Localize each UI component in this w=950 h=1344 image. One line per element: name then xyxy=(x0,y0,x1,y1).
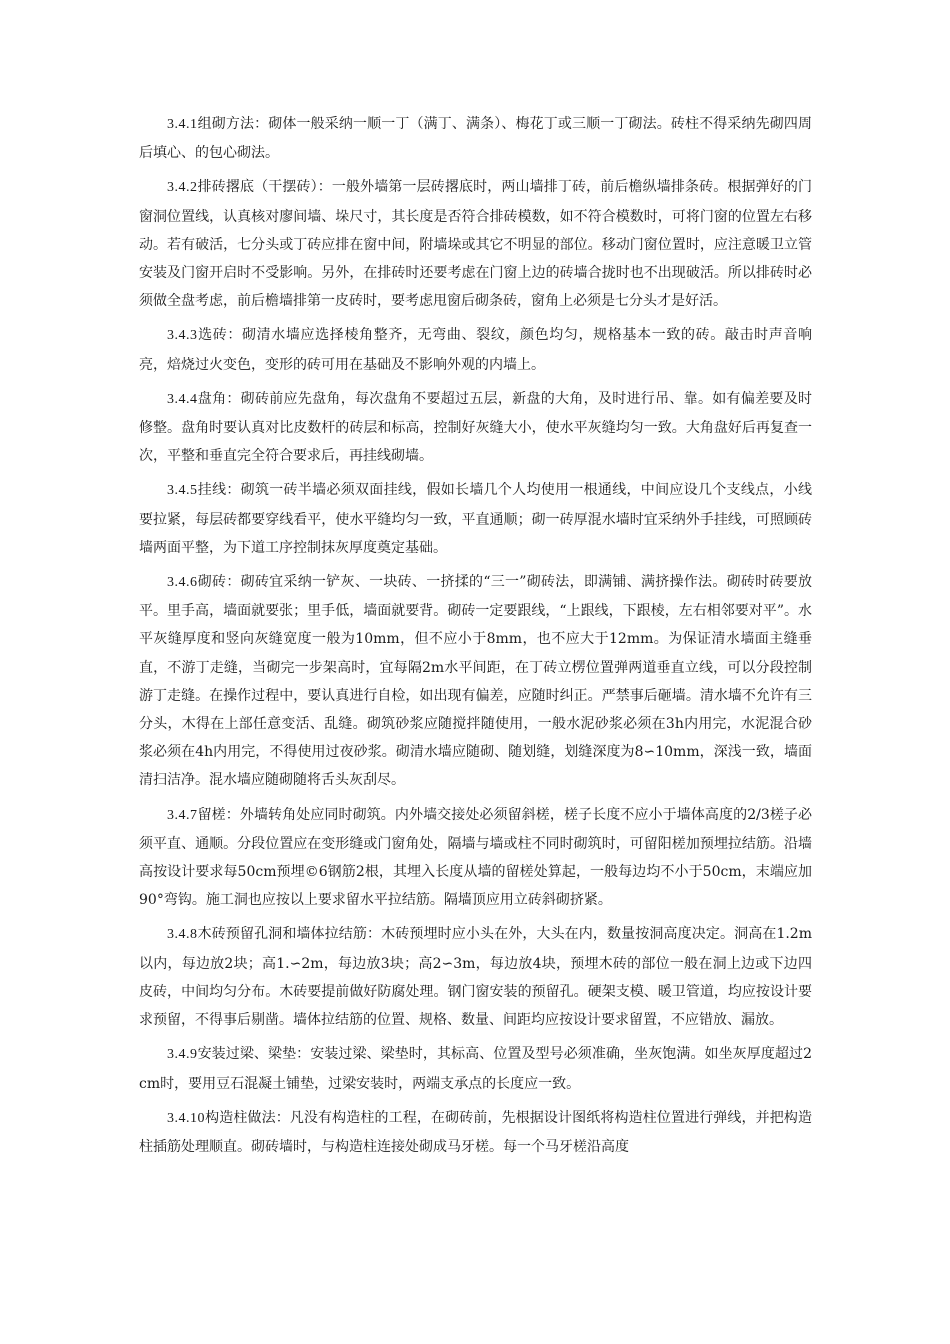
paragraph-3-4-10 xyxy=(139,1104,812,1161)
paragraph-3-4-5 xyxy=(139,476,812,562)
section-number: 3.4.3 xyxy=(167,328,198,344)
paragraph-3-4-1 xyxy=(139,110,812,167)
paragraph-text: 安装过梁、梁垫：安装过梁、梁垫时，其标高、位置及型号必须准确，坐灰饱满。如坐灰厚度超过2cm时，要用豆石混凝土铺垫，过梁安装时，两端支承点的长度应一致。 xyxy=(139,1046,812,1092)
paragraph-3-4-4 xyxy=(139,385,812,471)
paragraph-text: 组砌方法：砌体一般采纳一顺一丁（满丁、满条）、梅花丁或三顺一丁砌法。砖柱不得采纳先砌四周后填心、的包心砌法。 xyxy=(139,116,812,162)
section-number: 3.4.10 xyxy=(167,1110,205,1126)
paragraph-text: 构造柱做法：凡没有构造柱的工程，在砌砖前，先根据设计图纸将构造柱位置进行弹线，并把构造柱插筋处理顺直。砌砖墙时，与构造柱连接处砌成马牙槎。每一个马牙槎沿高度 xyxy=(139,1109,812,1155)
section-number: 3.4.2 xyxy=(167,180,198,196)
paragraph-3-4-7 xyxy=(139,801,812,915)
paragraph-text: 砌砖：砌砖宜采纳一铲灰、一块砖、一挤揉的“三一”砌砖法，即满铺、满挤操作法。砌砖时砖要放平。里手高，墙面就要张；里手低，墙面就要背。砌砖一定要跟线，“上跟线，下跟棱，左右相邻要对平”。水平灰缝厚度和竖向灰缝宽度一般为10mm，但不应小于8mm，也不应大于12mm。为保证清水墙面主缝垂直，不游丁走缝，当砌完一步架高时，宜每隔2m水平间距，在丁砖立楞位置弹两道垂直立线，可以分段控制游丁走缝。在操作过程中，要认真进行自检，如出现有偏差，应随时纠正。严禁事后砸墙。清水墙不允许有三分头，木得在上部任意变活、乱缝。砌筑砂浆应随搅拌随使用，一般水泥砂浆必须在3h内用完，水泥混合砂浆必须在4h内用完，不得使用过夜砂浆。砌清水墙应随砌、随划缝，划缝深度为8∽10mm，深浅一致，墙面清扫洁净。混水墙应随砌随将舌头灰刮尽。 xyxy=(139,574,812,789)
paragraph-3-4-3 xyxy=(139,321,812,378)
section-number: 3.4.6 xyxy=(167,575,198,591)
paragraph-text: 排砖撂底（干摆砖）：一般外墙第一层砖撂底时，两山墙排丁砖，前后檐纵墙排条砖。根据弹好的门窗洞位置线，认真核对廖间墙、垛尺寸，其长度是否符合排砖模数，如不符合模数时，可将门窗的位置左右移动。若有破活，七分头或丁砖应排在窗中间，附墙垛或其它不明显的部位。移动门窗位置时，应注意暖卫立管安装及门窗开启时不受影响。另外，在排砖时还要考虑在门窗上边的砖墙合拢时也不出现破活。所以排砖时必须做全盘考虑，前后檐墙排第一皮砖时，要考虑甩窗后砌条砖，窗角上必须是七分头才是好活。 xyxy=(139,179,812,310)
paragraph-text: 挂线：砌筑一砖半墙必须双面挂线，假如长墙几个人均使用一根通线，中间应设几个支线点，小线要拉紧，每层砖都要穿线看平，使水平缝均匀一致，平直通顺；砌一砖厚混水墙时宜采纳外手挂线，可照顾砖墙两面平整，为下道工序控制抹灰厚度奠定基础。 xyxy=(139,482,812,556)
paragraph-3-4-8 xyxy=(139,920,812,1034)
section-number: 3.4.4 xyxy=(167,391,198,407)
section-number: 3.4.9 xyxy=(167,1047,198,1063)
paragraph-text: 盘角：砌砖前应先盘角，每次盘角不要超过五层，新盘的大角，及时进行吊、靠。如有偏差要及时修整。盘角时要认真对比皮数杆的砖层和标高，控制好灰缝大小，使水平灰缝均匀一致。大角盘好后再复查一次，平整和垂直完全符合要求后，再挂线砌墙。 xyxy=(139,390,812,465)
section-number: 3.4.5 xyxy=(167,483,198,499)
paragraph-3-4-2 xyxy=(139,173,812,315)
paragraph-3-4-9 xyxy=(139,1040,812,1097)
paragraph-text: 木砖预留孔洞和墙体拉结筋：木砖预埋时应小头在外，大头在内，数量按洞高度决定。洞高在1.2m以内，每边放2块；高1.∽2m，每边放3块；高2∽3m，每边放4块，预埋木砖的部位一般在洞上边或下边四皮砖，中间均匀分布。木砖要提前做好防腐处理。钢门窗安装的预留孔。硬架支模、暖卫管道，均应按设计要求预留，不得事后剔凿。墙体拉结筋的位置、规格、数量、间距均应按设计要求留置，不应错放、漏放。 xyxy=(139,926,812,1029)
section-number: 3.4.7 xyxy=(167,807,198,823)
paragraph-text: 选砖：砌清水墙应选择棱角整齐，无弯曲、裂纹，颜色均匀，规格基本一致的砖。敲击时声音响亮，焙烧过火变色，变形的砖可用在基础及不影响外观的内墙上。 xyxy=(139,327,812,373)
paragraph-text: 留槎：外墙转角处应同时砌筑。内外墙交接处必须留斜槎，槎子长度不应小于墙体高度的2/3槎子必须平直、通顺。分段位置应在变形缝或门窗角处，隔墙与墙或柱不同时砌筑时，可留阳槎加预埋拉结筋。沿墙高按设计要求每50cm预埋©6钢筋2根，其埋入长度从墙的留槎处算起，一般每边均不小于50cm，末端应加90°弯钩。施工洞也应按以上要求留水平拉结筋。隔墙顶应用立砖斜砌挤紧。 xyxy=(139,806,812,909)
section-number: 3.4.1 xyxy=(167,117,198,132)
document-body xyxy=(139,110,812,1161)
section-number: 3.4.8 xyxy=(167,927,198,943)
paragraph-3-4-6 xyxy=(139,568,812,795)
